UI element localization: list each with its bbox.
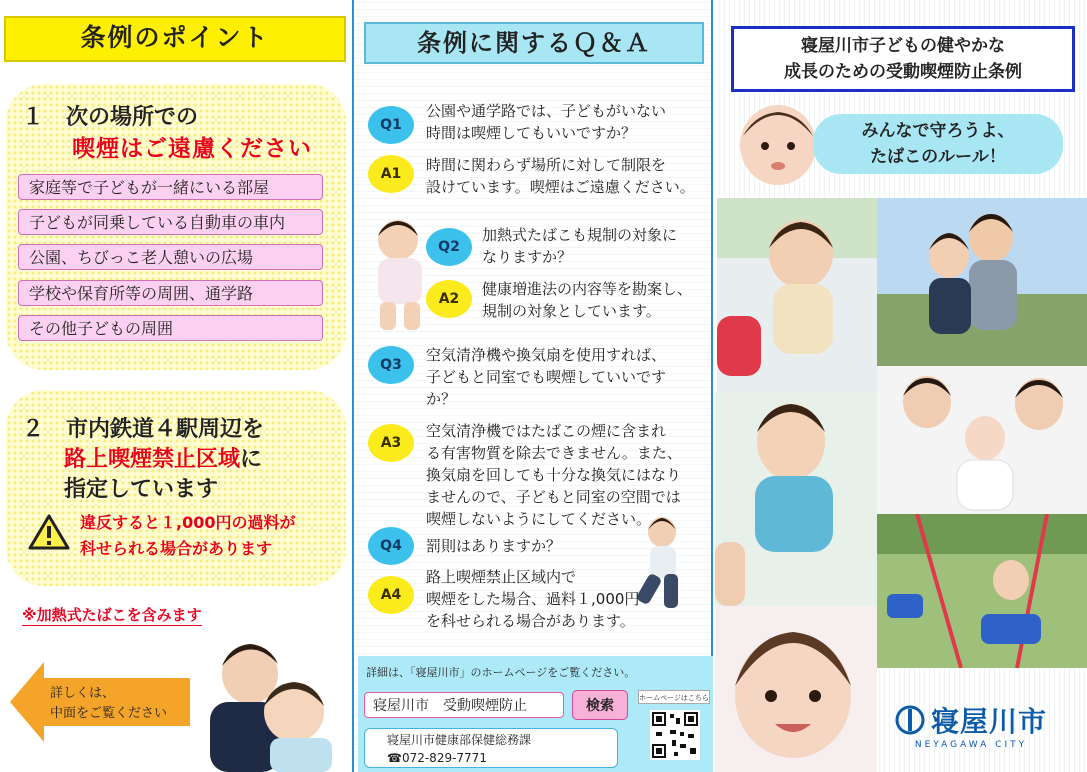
a4-line: 喫煙をした場合、過料１,000円 (426, 590, 640, 608)
point2-line1: 市内鉄道４駅周辺を (66, 417, 265, 442)
no-smoking-zone-text: 路上喫煙禁止区域 (64, 447, 241, 472)
a2-line: 健康増進法の内容等を勘案し、 (482, 280, 693, 298)
point2-line2 (64, 442, 262, 473)
point2-line3: 指定しています (64, 477, 219, 502)
ordinance-title (731, 26, 1075, 92)
baby-smiling-photo (715, 606, 877, 772)
city-emblem-icon (895, 705, 925, 735)
middle-panel (352, 0, 713, 772)
q1-text (426, 100, 666, 144)
place-item: 学校や保育所等の周囲、通学路 (18, 280, 323, 306)
city-logo-subtext: NEYAGAWA CITY (914, 740, 1028, 750)
search-keyword-box: 寝屋川市 受動喫煙防止 (364, 692, 564, 718)
point1-line2: 喫煙はご遠慮ください (72, 136, 312, 162)
q2-line: 加熱式たばこも規制の対象に (482, 226, 678, 244)
q4-text (426, 535, 561, 557)
q3-line: 空気清浄機や換気扇を使用すれば、 (426, 346, 667, 364)
brothers-lying-photo (877, 366, 1087, 514)
baby-face-photo (735, 98, 821, 188)
a2-text (482, 278, 692, 322)
see-inside-line1: 詳しくは、 (50, 686, 116, 701)
homepage-label: ホームページはこちら (638, 690, 710, 704)
point1-number: １ (22, 105, 45, 130)
penalty-warning-line1: 違反すると１,000円の過料が (80, 513, 296, 532)
q1-line: 時間は喫煙してもいいですか？ (426, 124, 637, 142)
place-item: 子どもが同乗している自動車の車内 (18, 209, 323, 235)
q3-line: か？ (426, 390, 457, 408)
brothers-park-photo (877, 198, 1087, 366)
see-inside-line2: 中面をご覧ください (50, 706, 168, 721)
place-item: 家庭等で子どもが一緒にいる部屋 (18, 174, 323, 200)
phone-number: ☎072-829-7771 (387, 751, 487, 765)
department-name: 寝屋川市健康部保健総務課 (387, 733, 532, 747)
baby-sitting-photo (717, 198, 877, 392)
ordinance-title-line2: 成長のための受動喫煙防止条例 (784, 62, 1022, 82)
a3-line: 喫煙しないようにしてください。 (426, 510, 652, 528)
a2-badge: A2 (426, 280, 472, 318)
a4-line: 路上喫煙禁止区域内で (426, 568, 577, 586)
point2-line2-suffix: に (240, 447, 263, 472)
toddler-photo (358, 210, 442, 334)
slogan-line1: みんなで守ろうよ、 (861, 121, 1015, 141)
q2-text (482, 224, 677, 268)
q1-line: 公園や通学路では、子どもがいない (426, 102, 667, 120)
left-panel (0, 0, 352, 772)
point2-number: ２ (22, 417, 45, 442)
q1-badge: Q1 (368, 106, 414, 144)
slogan-line2: たばこのルール！ (870, 147, 1006, 167)
q4-line: 罰則はありますか？ (426, 537, 562, 555)
a1-line: 時間に関わらず場所に対して制限を (426, 156, 667, 174)
a2-line: 規制の対象としています。 (482, 302, 661, 320)
penalty-warning (80, 510, 295, 562)
see-inside-note (50, 684, 167, 724)
q4-badge: Q4 (368, 527, 414, 565)
penalty-warning-line2: 科せられる場合があります (80, 539, 273, 558)
q2-badge: Q2 (426, 228, 472, 266)
slogan-bubble (813, 114, 1063, 174)
q3-text (426, 344, 666, 410)
a1-badge: A1 (368, 155, 414, 193)
heated-tobacco-note: ※加熱式たばこを含みます (22, 606, 202, 624)
a3-badge: A3 (368, 424, 414, 462)
homepage-note: 詳細は、「寝屋川市」のホームページをご覧ください。 (366, 666, 636, 679)
a4-text (426, 566, 639, 632)
swing-photo (877, 514, 1087, 668)
a1-line: 設けています。喫煙はご遠慮ください。 (426, 178, 695, 196)
qr-code-icon (650, 710, 700, 760)
children-photo (190, 626, 352, 772)
baby-lifted-photo (715, 392, 877, 606)
a3-line: 空気清浄機ではたばこの煙に含まれ (426, 422, 667, 440)
ordinance-title-line1: 寝屋川市子どもの健やかな (801, 36, 1005, 56)
a4-line: を科せられる場合があります。 (426, 612, 635, 630)
search-button: 検索 (572, 690, 628, 720)
department-contact (364, 728, 618, 768)
place-item: その他子どもの周囲 (18, 315, 323, 341)
a1-text (426, 154, 695, 198)
warning-icon (28, 514, 70, 550)
a3-line: 換気扇を回しても十分な換気にはなり (426, 466, 682, 484)
points-title: 条例のポイント (4, 16, 346, 62)
a3-line: る有害物質を除去できません。また、 (426, 444, 682, 462)
point1-line1: 次の場所での (66, 105, 199, 130)
contact-footer (358, 656, 713, 772)
city-logo (895, 700, 1047, 750)
place-item: 公園、ちびっこ老人憩いの広場 (18, 244, 323, 270)
q3-line: 子どもと同室でも喫煙していいです (426, 368, 667, 386)
a4-badge: A4 (368, 576, 414, 614)
city-logo-text: 寝屋川市 (931, 705, 1048, 738)
q3-badge: Q3 (368, 346, 414, 384)
right-panel (715, 0, 1087, 772)
q2-line: なりますか？ (482, 248, 573, 266)
a3-line: ませんので、子どもと同室の空間では (426, 488, 681, 506)
qa-title: 条例に関するＱ＆Ａ (364, 22, 704, 64)
